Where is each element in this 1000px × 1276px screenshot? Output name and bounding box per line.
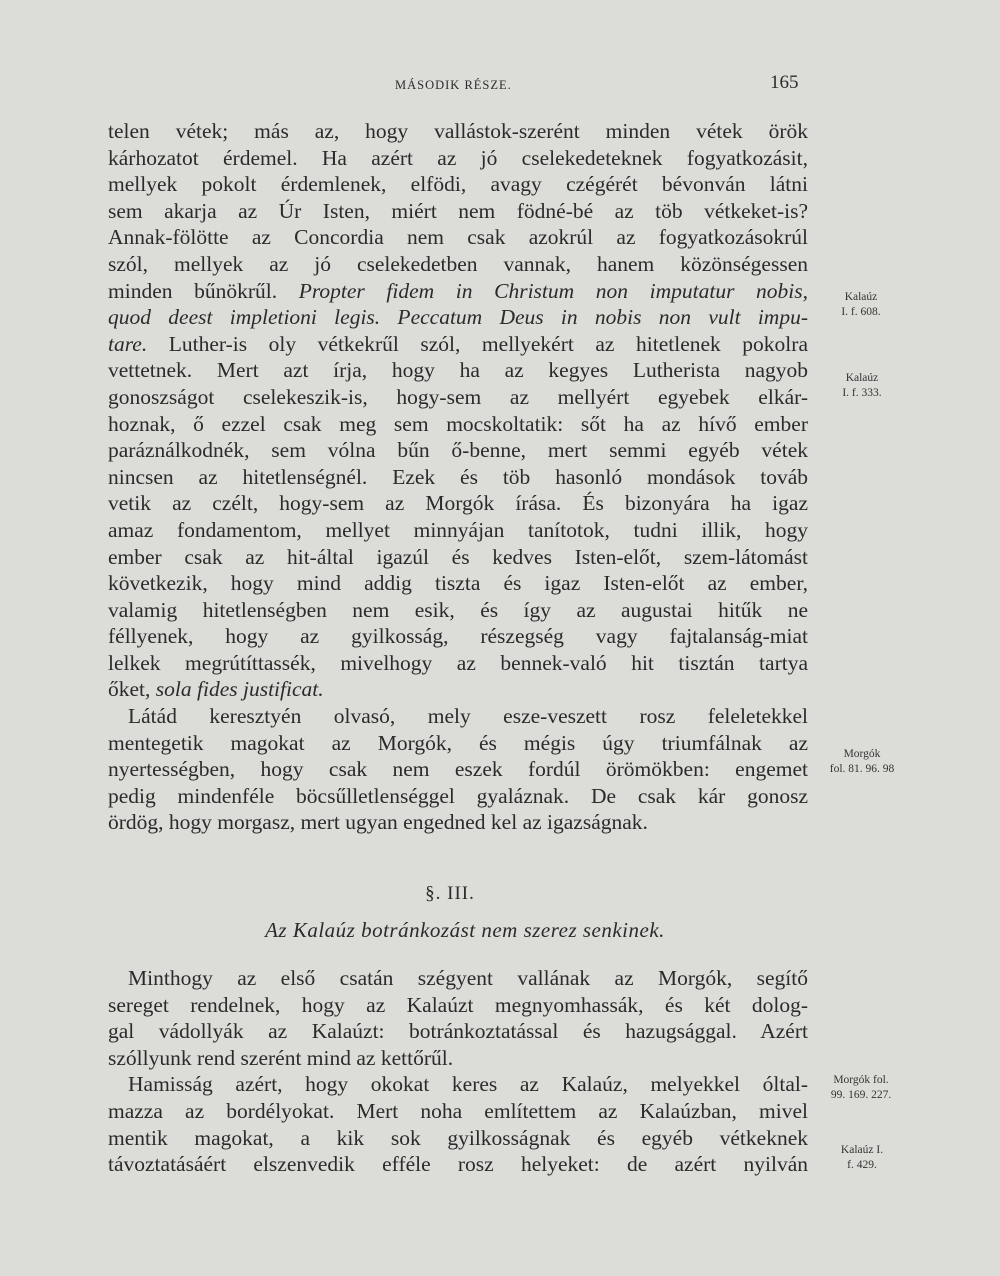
margin-note-line: Kalaúz I. <box>840 1144 884 1156</box>
margin-note-line: Kalaúz <box>845 372 879 384</box>
text-line: ördög, hogy morgasz, mert ugyan engedned kel az igazságnak. <box>108 810 648 835</box>
latin-quote: sola fides justificat. <box>155 677 324 702</box>
text-span: minden bűnökrűl. <box>108 278 299 303</box>
running-title: MÁSODIK RÉSZE. <box>395 78 512 92</box>
text-line: telen vétek; más az, hogy vallástok-szerént minden vétek örök <box>108 119 808 143</box>
text-line: valamig hitetlenségben nem esik, és így az augustai hitűk ne <box>108 597 808 622</box>
margin-note-line: 99. 169. 227. <box>830 1089 892 1101</box>
text-line: Látád keresztyén olvasó, mely esze-veszett rosz feleletekkel <box>128 704 808 729</box>
section-number: §. III. <box>425 883 475 904</box>
latin-quote: tare. <box>108 331 148 356</box>
margin-note <box>813 1073 909 1103</box>
text-line: Annak-fölötte az Concordia nem csak azokrúl az fogyatkozásokrúl <box>108 225 808 250</box>
margin-note <box>812 747 912 777</box>
text-line: szóllyunk rend szerént mind az kettőrűl. <box>108 1045 454 1070</box>
margin-note-line: I. f. 608. <box>841 306 881 318</box>
text-line: Hamisság azért, hogy okokat keres az Kalaúz, melyekkel óltal- <box>128 1072 808 1097</box>
text-line <box>108 304 808 331</box>
latin-quote: Propter fidem in Christum non imputatur nobis, <box>298 278 809 303</box>
margin-note-line: I. f. 333. <box>842 387 882 399</box>
page-number: 165 <box>770 72 799 93</box>
text-line: távoztatásáért elszenvedik efféle rosz helyeket: de azért nyilván <box>108 1152 808 1177</box>
text-line: szól, mellyek az jó cselekedetben vannak, hanem közönségessen <box>108 251 808 276</box>
text-line: kárhozatot érdemel. Ha azért az jó cselekedeteknek fogyatkozásit, <box>108 145 808 170</box>
text-line <box>108 278 808 305</box>
text-line <box>108 331 808 358</box>
margin-note-line: Kalaúz <box>844 291 878 303</box>
text-line: hoznak, ő ezzel csak meg sem mocskoltatik: sőt ha az hívő ember <box>108 411 808 436</box>
margin-note-line: fol. 81. 96. 98 <box>829 763 895 775</box>
text-line: gonoszságot cselekeszik-is, hogy-sem az mellyért egyebek elkár- <box>108 384 808 409</box>
text-line: mentik magokat, a kik sok gyilkosságnak és egyéb vétkeknek <box>108 1125 808 1150</box>
text-line: sem akarja az Úr Isten, miért nem födné-bé az töb vétkeket-is? <box>108 198 808 223</box>
text-line: nincsen az hitetlenségnél. Ezek és töb hasonló mondások továb <box>108 464 808 489</box>
text-line: amaz fondamentom, mellyet minnyájan tanítotok, tudni illik, hogy <box>108 517 808 542</box>
text-line: pedig mindenféle böcsűlletlenséggel gyaláznak. De csak kár gonosz <box>108 783 808 808</box>
text-span: Luther-is oly vétkekrűl szól, mellyekért az hitetlenek pokolra <box>147 331 808 356</box>
text-line: Minthogy az első csatán szégyent vallának az Morgók, segítő <box>128 966 808 990</box>
margin-note-line: Morgók <box>843 748 881 760</box>
section-text-block <box>108 965 808 1178</box>
text-line: mazza az bordélyokat. Mert noha említettem az Kalaúzban, mivel <box>108 1098 808 1123</box>
margin-note <box>822 1143 902 1173</box>
text-line: vettetnek. Mert azt írja, hogy ha az kegyes Lutherista nagyob <box>108 358 808 383</box>
text-line: következik, hogy mind addig tiszta és igaz Isten-előt az ember, <box>108 571 808 596</box>
text-line: féllyenek, hogy az gyilkosság, részegség vagy fajtalanság-miat <box>108 624 808 649</box>
text-line <box>108 676 808 703</box>
text-line: gal vádollyák az Kalaúzt: botránkoztatással és hazugsággal. Azért <box>108 1019 808 1044</box>
margin-note-line: Morgók fol. <box>833 1074 889 1086</box>
latin-quote: quod deest impletioni legis. Peccatum Deus in nobis non vult impu- <box>108 305 808 330</box>
margin-note <box>826 371 898 401</box>
main-text-block <box>108 118 808 836</box>
margin-note-line: f. 429. <box>847 1159 877 1171</box>
text-line: sereget rendelnek, hogy az Kalaúzt megnyomhassák, és két dolog- <box>108 992 808 1017</box>
text-line: mellyek pokolt érdemlenek, elfödi, avagy czégérét bévonván látni <box>108 172 808 197</box>
text-line: ember csak az hit-által igazúl és kedves Isten-előt, szem-látomást <box>108 544 808 569</box>
margin-note <box>826 290 896 320</box>
text-line: lelkek megrútíttassék, mivelhogy az bennek-való hit tisztán tartya <box>108 650 808 675</box>
section-title: Az Kalaúz botránkozást nem szerez senkinek. <box>265 918 665 942</box>
text-span: őket, <box>108 677 156 702</box>
text-line: paráználkodnék, sem vólna bűn ő-benne, mert semmi egyéb vétek <box>108 438 808 463</box>
text-line: vetik az czélt, hogy-sem az Morgók írása. És bizonyára ha igaz <box>108 491 808 516</box>
text-line: nyertességben, hogy csak nem eszek fordúl örömökben: engemet <box>108 757 808 782</box>
text-line: mentegetik magokat az Morgók, és mégis úgy triumfálnak az <box>108 730 808 755</box>
